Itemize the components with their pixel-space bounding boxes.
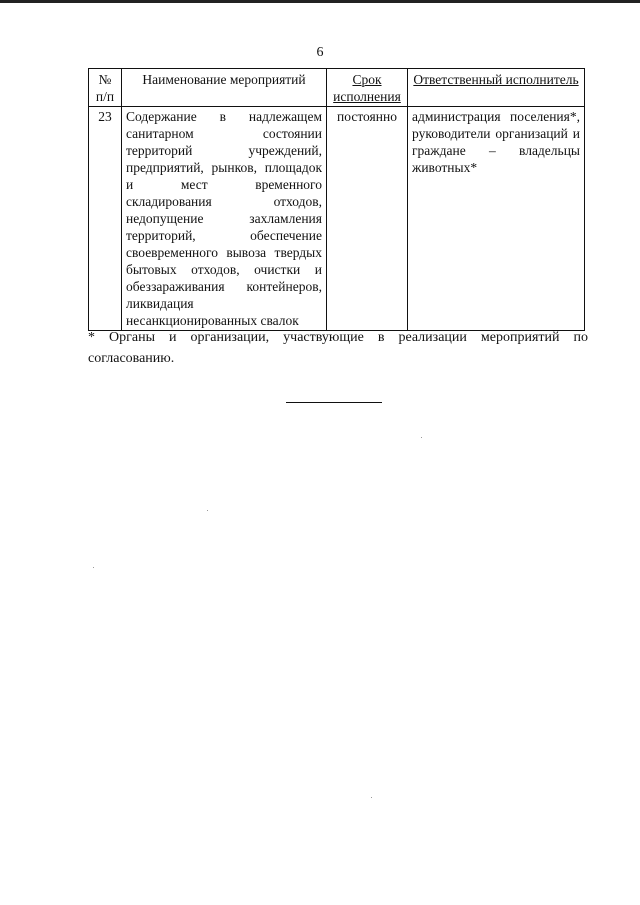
header-responsible: Ответственный исполнитель: [408, 69, 585, 107]
row-term: постоянно: [327, 107, 408, 331]
header-term: Срок исполнения: [327, 69, 408, 107]
footnote: * Органы и организации, участвующие в реализации мероприятий по согласованию.: [88, 330, 588, 366]
scan-speck: [93, 567, 94, 568]
row-responsible: администрация поселения*, руководители организаций и граждане – владельцы животных*: [408, 107, 585, 331]
row-name: Содержание в надлежащем санитарном состоянии территорий учреждений, предприятий, рынков, площадок и мест временного складирования отходов, недопущение захламления территорий, обеспечение своевременного вывоза твердых бытовых отходов, очистки и обеззараживания контейнеров, ликвидация несанкционированных свалок: [122, 107, 327, 331]
end-of-document-line: [286, 402, 382, 403]
scan-speck: [207, 510, 208, 511]
scan-speck: [421, 437, 422, 438]
table-header-row: [89, 69, 585, 107]
top-border-line: [0, 0, 640, 3]
page-number: 6: [316, 45, 324, 60]
scan-speck: [371, 797, 372, 798]
table-row: [89, 107, 585, 331]
header-num: № п/п: [89, 69, 122, 107]
row-num: 23: [89, 107, 122, 331]
header-name: Наименование мероприятий: [122, 69, 327, 107]
events-table: [88, 68, 585, 331]
